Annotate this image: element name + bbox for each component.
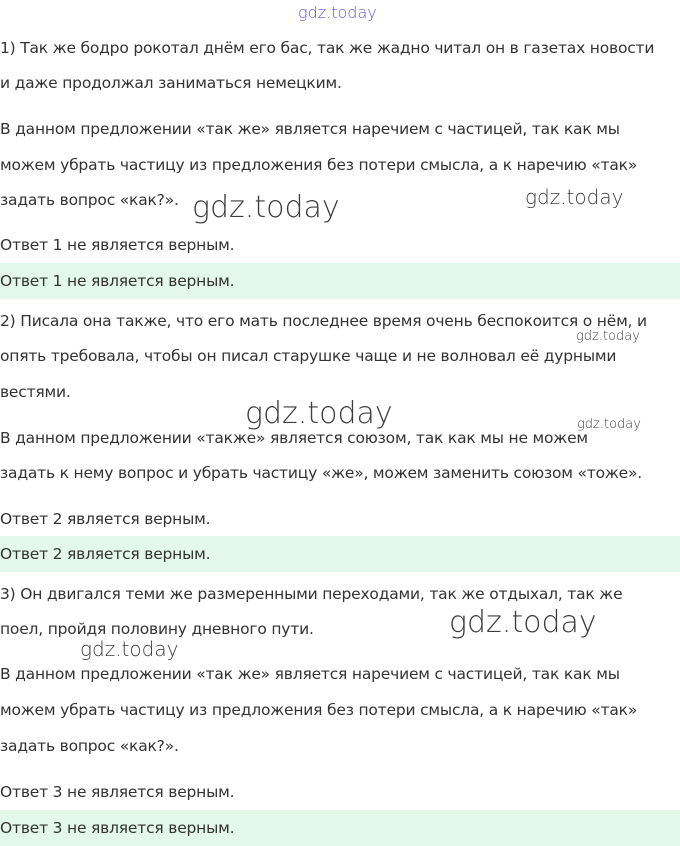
explanation-1-line-3: задать вопрос «как?».	[0, 191, 179, 209]
sentence-3-line-2: поел, пройдя половину дневного пути.	[0, 620, 314, 638]
answer-1-highlight: Ответ 1 не является верным.	[0, 272, 235, 290]
watermark-large-2: gdz.today	[245, 396, 393, 431]
answer-2-text: Ответ 2 является верным.	[0, 510, 211, 528]
watermark-medium-1: gdz.today	[525, 185, 624, 209]
explanation-3-line-3: задать вопрос «как?».	[0, 737, 179, 755]
sentence-2-line-2: опять требовала, чтобы он писал старушке чаще и не волновал её дурными	[0, 347, 617, 365]
sentence-2-line-3: вестями.	[0, 383, 71, 401]
watermark-large-3: gdz.today	[449, 605, 597, 640]
explanation-2-line-1: В данном предложении «также» является союзом, так как мы не можем	[0, 429, 588, 447]
sentence-2-line-1: 2) Писала она также, что его мать последнее время очень беспокоится о нём, и	[0, 312, 647, 330]
answer-3-text: Ответ 3 не является верным.	[0, 783, 235, 801]
watermark-large-1: gdz.today	[192, 190, 340, 225]
watermark-top: gdz.today	[298, 3, 377, 22]
watermark-small-1: gdz.today	[576, 329, 640, 344]
explanation-1-line-1: В данном предложении «так же» является наречием с частицей, так как мы	[0, 120, 620, 138]
explanation-3-line-1: В данном предложении «так же» является наречием с частицей, так как мы	[0, 665, 620, 683]
explanation-1-line-2: можем убрать частицу из предложения без потери смысла, а к наречию «так»	[0, 156, 638, 174]
explanation-2-line-2: задать к нему вопрос и убрать частицу «же», можем заменить союзом «тоже».	[0, 464, 643, 482]
answer-1-text: Ответ 1 не является верным.	[0, 236, 235, 254]
sentence-3-line-1: 3) Он двигался теми же размеренными переходами, так же отдыхал, так же	[0, 585, 623, 603]
watermark-small-2: gdz.today	[577, 417, 641, 432]
sentence-1-line-1: 1) Так же бодро рокотал днём его бас, так же жадно читал он в газетах новости	[0, 39, 655, 57]
explanation-3-line-2: можем убрать частицу из предложения без потери смысла, а к наречию «так»	[0, 701, 638, 719]
answer-2-highlight: Ответ 2 является верным.	[0, 545, 211, 563]
watermark-medium-2: gdz.today	[80, 637, 179, 661]
sentence-1-line-2: и даже продолжал заниматься немецким.	[0, 74, 342, 92]
answer-3-highlight: Ответ 3 не является верным.	[0, 819, 235, 837]
